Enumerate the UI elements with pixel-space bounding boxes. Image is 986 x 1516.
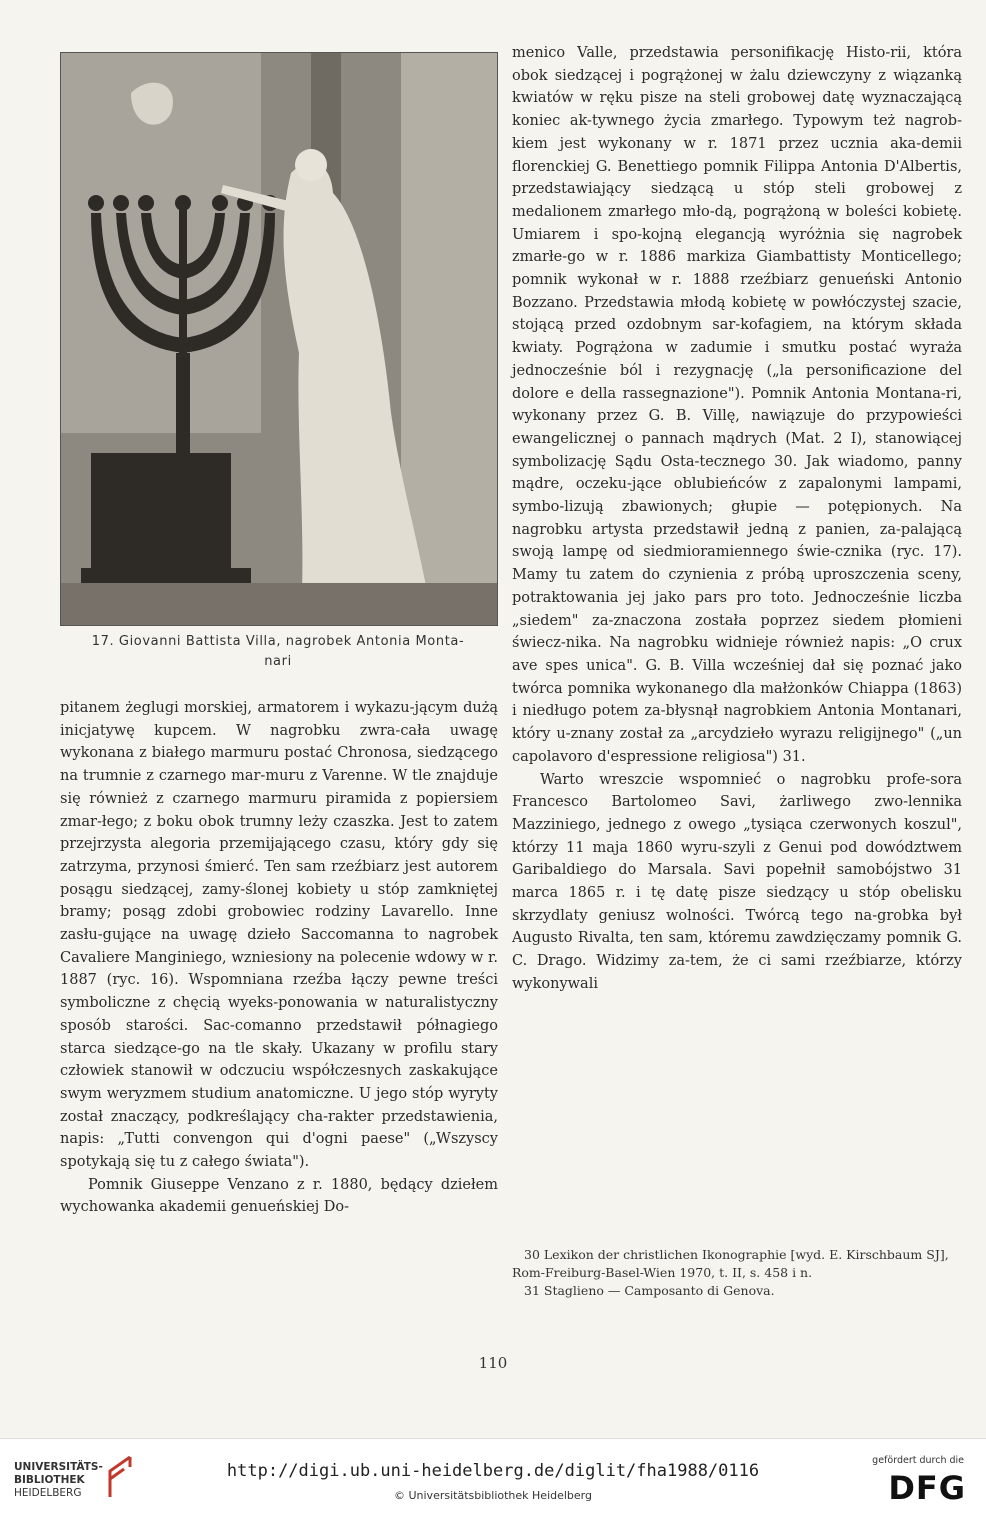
figure-illustration (61, 53, 497, 625)
left-text-column (60, 697, 498, 1219)
paragraph: Warto wreszcie wspomnieć o nagrobku profe-sora Francesco Bartolomeo Savi, żarliwego zwo-lennika Mazziniego, jednego z owego „tysiąca czerwonych koszul", którzy 11 maja 1860 wyru-szyli z Genui pod dowództwem Garibaldiego do Marsala. Savi popełnił samobójstwo 31 marca 1865 r. i tę datę pisze siedzący u stóp obelisku skrzydlaty geniusz wolności. Twórcą tego na-grobka był Augusto Rivalta, ten sam, któremu zawdzięczamy pomnik G. C. Drago. Widzimy za-tem, że ci sami rzeźbiarze, którzy wykonywali (512, 771, 962, 992)
figure-photograph-menorah-tomb (60, 52, 498, 626)
paragraph: menico Valle, przedstawia personifikację Histo-rii, która obok siedzącej i pogrążonej w żalu dziewczyny z wiązanką kwiatów w ręku pisze na steli grobowej datę wyznaczającą koniec ak-tywnego życia zmarłego. Typowym też nagrob-kiem jest wykonany w r. 1871 przez ucznia aka-demii florenckiej G. Benettiego pomnik Filippa Antonia D'Albertis, przedstawiający siedzącą u stóp steli grobowej z medalionem zmarłego mło-dą, pogrążoną w boleści kobietę. Umiarem i spo-kojną elegancją wyróżnia się nagrobek zmarłe-go w r. 1886 markiza Giambattisty Monticellego; pomnik wykonał w r. 1888 rzeźbiarz genueński Antonio Bozzano. Przedstawia młodą kobietę w powłóczystej szacie, stojącą przed ozdobnym sar-kofagiem, na którym składa kwiaty. Pogrążona w zadumie i smutku postać wyraża jednocześnie ból i rezygnację („la personificazione del dolore e della rassegnazione"). Pomnik Antonia Montana-ri, wykonany przez G. B. Villę, nawiązuje do przypowieści ewangelicznej o pannach mądrych (Mat. 2 I), stanowiącej symbolizację Sądu Osta-tecznego 30. Jak wiadomo, panny mądre, oczeku-jące oblubieńców z zapalonymi lampami, symbo-lizują zbawionych; głupie — potępionych. Na nagrobku artysta przedstawił jedną z panien, za-palającą swoją lampę od siedmioramiennego świe-cznika (ryc. 17). Mamy tu zatem do czynienia z próbą uproszczenia sceny, potraktowania jej jako pars pro toto. Jednocześnie liczba „siedem" za-znaczona została poprzez siedem płomieni świecz-nika. Na nagrobku widnieje również napis: „O crux ave spes unica". G. B. Villa wcześniej dał się poznać jako twórca pomnika wykonanego dla małżonków Chiappa (1863) i niedługo potem za-błysnął nagrobkiem Antonia Montanari, który u-znany został za „arcydzieło wyrazu religijnego" („un capolavoro d'espressione religiosa") 31. (512, 45, 962, 765)
paragraph: pitanem żeglugi morskiej, armatorem i wykazu-jącym dużą inicjatywę kupcem. W nagrobku zwra-cała uwagę wykonana z białego marmuru postać Chronosa, siedzącego na trumnie z czarnego mar-muru z Varenne. W tle znajduje się również z czarnego marmuru piramida z popiersiem zmar-łego; z boku obok trumny leży czaszka. Jest to zatem przejrzysta alegoria przemijającego czasu, który gdy się zatrzyma, przynosi śmierć. Ten sam rzeźbiarz jest autorem posągu siedzącej, zamy-ślonej kobiety u stóp zamkniętej bramy; posąg zdobi grobowiec rodziny Lavarello. Inne zasłu-gujące na uwagę dzieło Saccomanna to nagrobek Cavaliere Manginiego, wzniesiony na polecenie wdowy w r. 1887 (ryc. 16). Wspomniana rzeźba łączy pewne treści symboliczne z chęcią wyeks-ponowania w naturalistyczny sposób starości. Sac-comanno przedstawił półnagiego starca siedzące-go na tle skały. Ukazany w profilu stary człowiek stanowił w odczuciu współczesnych zaskakujące swym weryzmem studium anatomiczne. U jego stóp wyryty został znaczący, podkreślający cha-rakter przedstawienia, napis: „Tutti convengon qui d'ogni paese" („Wszyscy spotykają się tu z całego świata"). (60, 700, 498, 1171)
right-text-column (512, 42, 962, 996)
figure-caption-line-2: nari (264, 654, 292, 669)
footnote-31: 31 Staglieno — Camposanto di Genova. (524, 1283, 775, 1298)
figure-caption-line-1: 17. Giovanni Battista Villa, nagrobek Antonia Monta- (91, 634, 465, 649)
digitization-footer (0, 1438, 986, 1516)
paragraph: Pomnik Giuseppe Venzano z r. 1880, będący dziełem wychowanka akademii genueńskiej Do- (60, 1176, 498, 1216)
copyright-notice: © Universitätsbibliothek Heidelberg (393, 1489, 592, 1502)
library-name-line-2: BIBLIOTHEK (14, 1474, 85, 1486)
library-name-line-3: HEIDELBERG (14, 1487, 82, 1499)
permalink-url[interactable]: http://digi.ub.uni-heidelberg.de/diglit/fha1988/0116 (226, 1461, 760, 1481)
footnote-30: 30 Lexikon der christlichen Ikonographie [wyd. E. Kirschbaum SJ], Rom-Freiburg-Basel-Wien 1970, t. II, s. 458 i n. (512, 1247, 949, 1280)
page-number: 110 (478, 1354, 508, 1372)
sponsor-note: gefördert durch die (872, 1455, 964, 1466)
library-name-line-1: UNIVERSITÄTS- (14, 1461, 103, 1473)
figure-caption (50, 632, 506, 672)
dfg-logo[interactable]: DFG (888, 1469, 966, 1507)
footnotes (512, 1246, 962, 1301)
